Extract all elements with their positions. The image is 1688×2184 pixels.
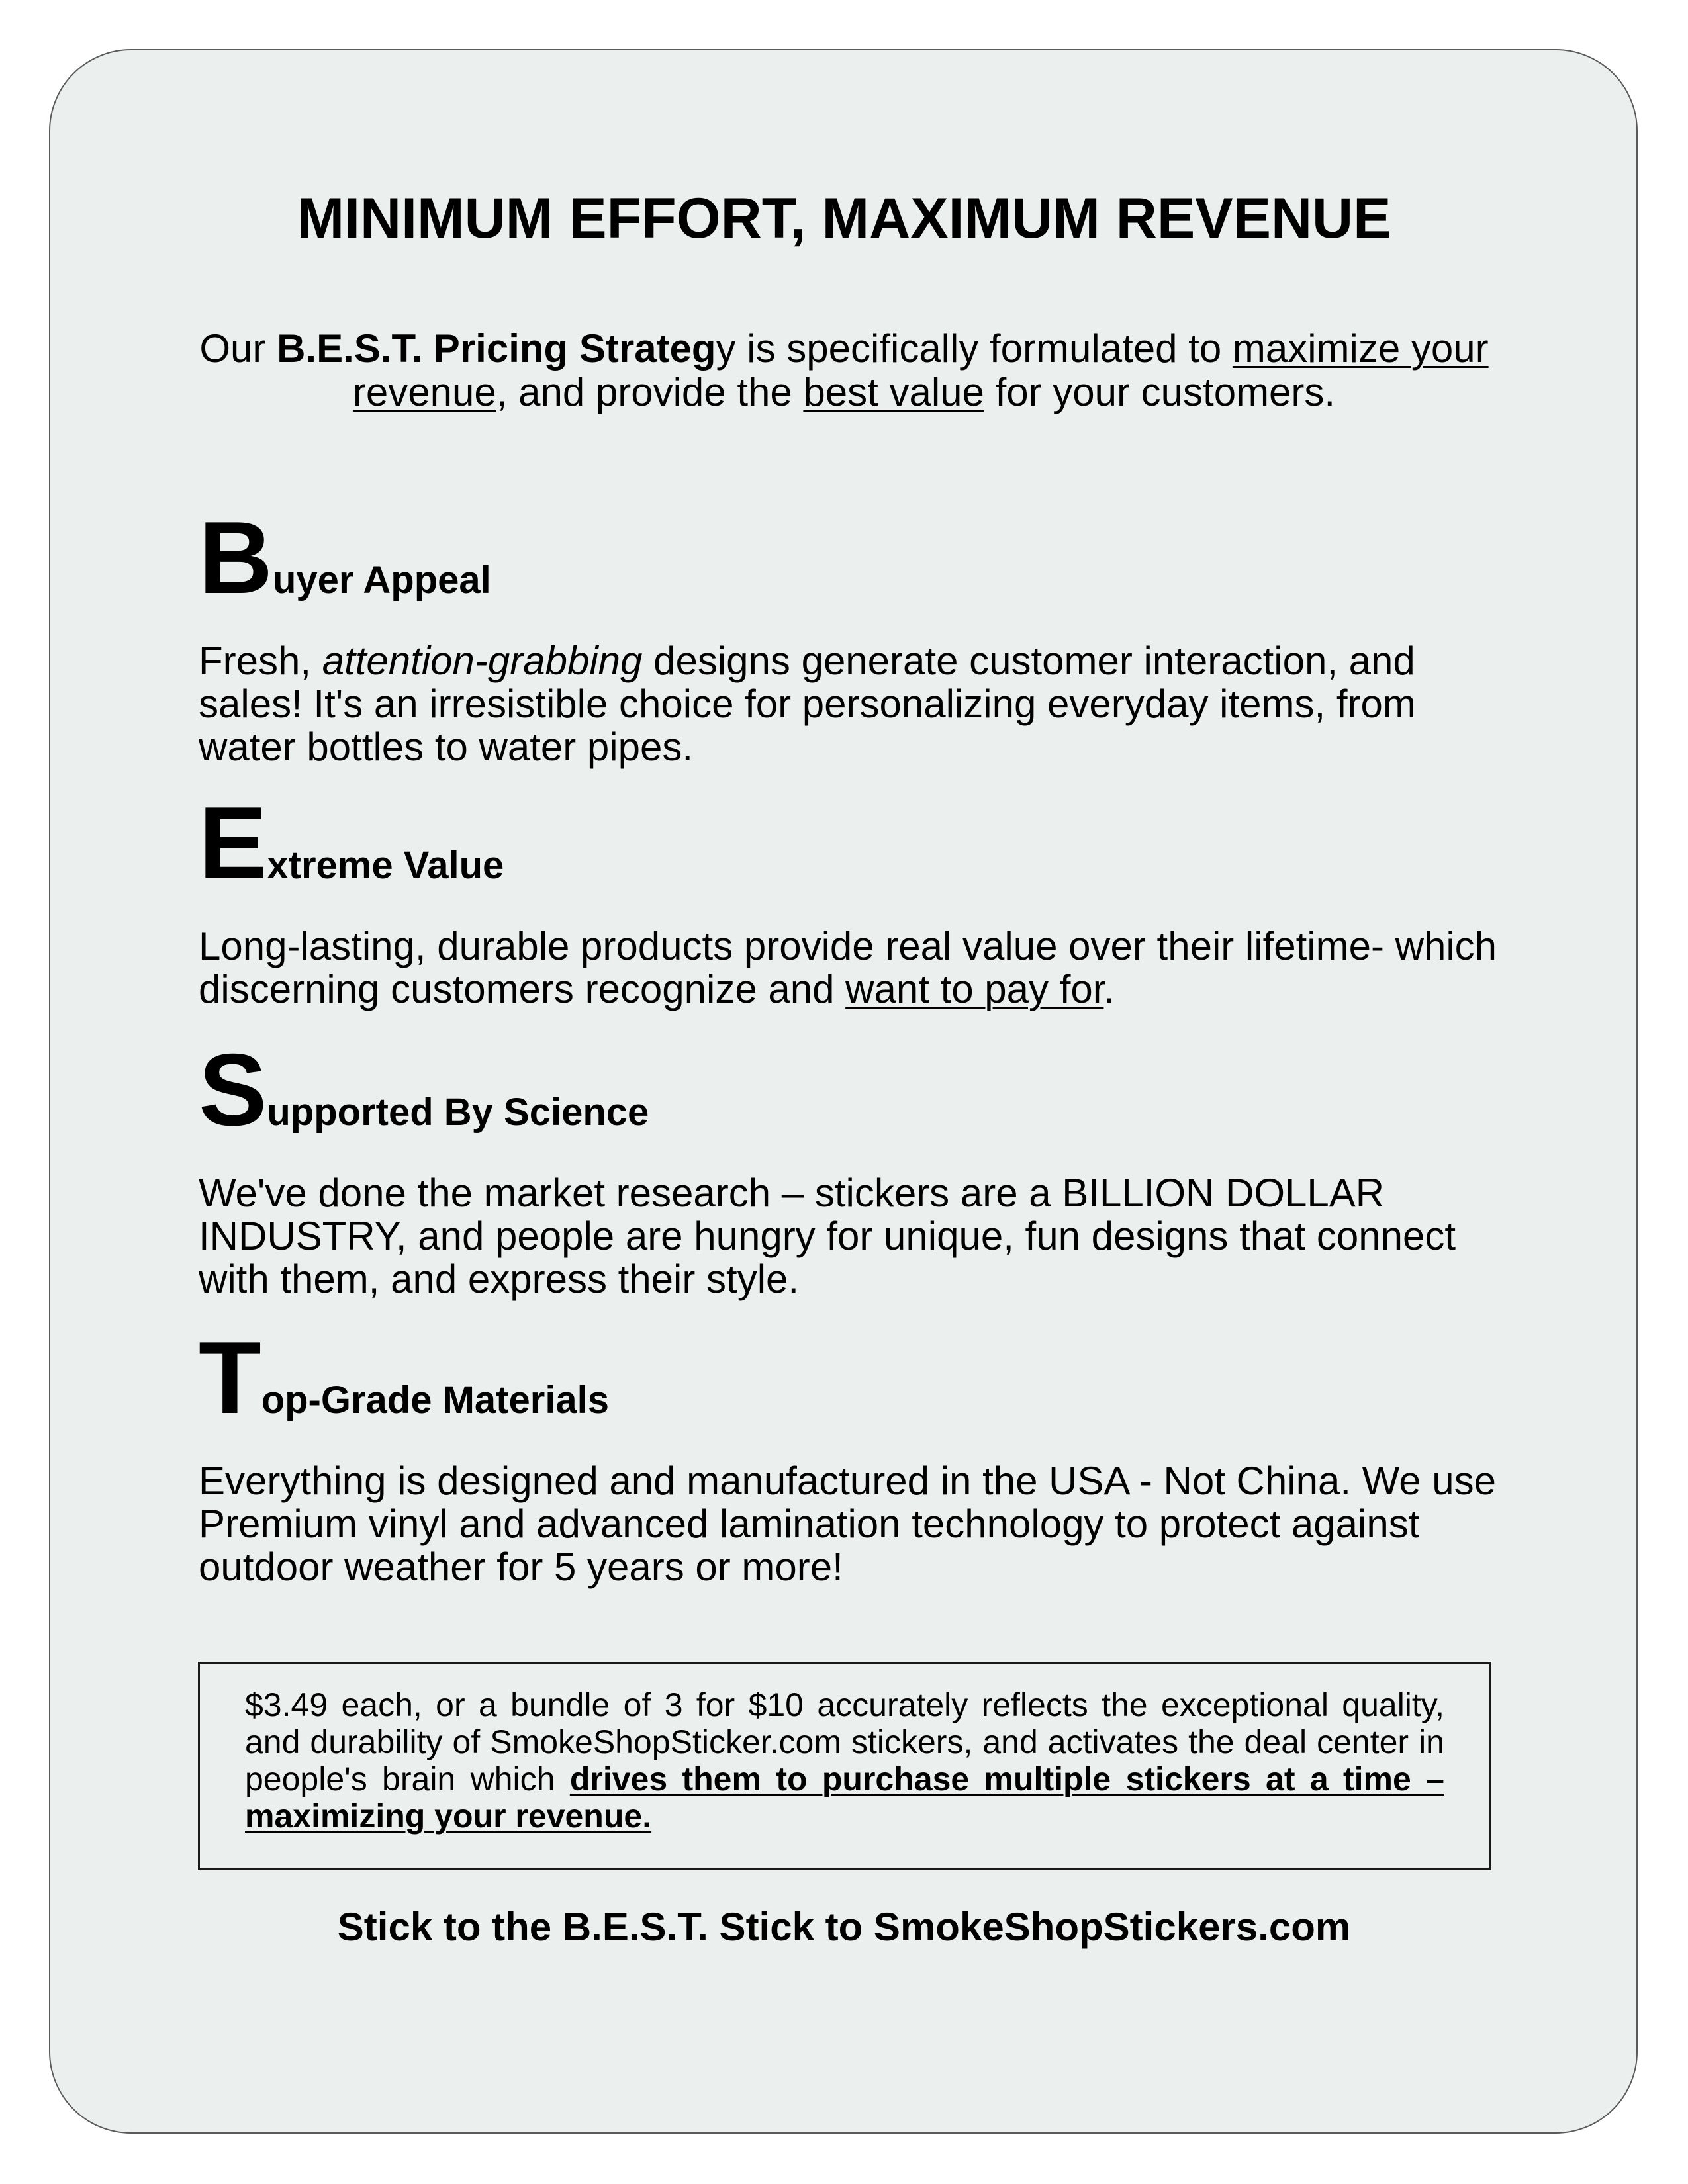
section-initial: B [199, 500, 273, 615]
pricing-offer-box [198, 1662, 1491, 1870]
section-buyer-appeal [199, 500, 1509, 769]
section-body [199, 925, 1509, 1011]
section-heading [199, 786, 1509, 900]
section-title: xtreme Value [267, 844, 504, 887]
section-heading [199, 1032, 1509, 1147]
intro-text-4: for your customers. [984, 370, 1336, 414]
section-title: upported By Science [267, 1091, 649, 1134]
section-body: We've done the market research – stickers are a BILLION DOLLAR INDUSTRY, and people are hungry for unique, fun designs that connect with them, and express their style. [199, 1171, 1456, 1301]
body-italic: attention-grabbing [322, 639, 643, 683]
intro-paragraph [172, 327, 1516, 414]
section-initial: T [199, 1320, 261, 1435]
section-supported-by-science [199, 1032, 1509, 1301]
maximize-revenue-underline: maximize your revenue [352, 326, 1489, 414]
section-body: Everything is designed and manufactured in the USA - Not China. We use Premium vinyl and advanced lamination technology to protect against outdoor weather for 5 years or more! [199, 1459, 1496, 1589]
offer-description: $3.49 each, or a bundle of 3 for $10 accurately reflects the exceptional quality, and durability of SmokeShopSticker.com stickers, and activates the deal center in people's brain which [245, 1686, 1444, 1797]
section-heading [199, 500, 1509, 615]
body-text: Fresh, [199, 639, 322, 683]
intro-text-3: , and provide the [496, 370, 804, 414]
intro-text-1: Our [199, 326, 277, 371]
section-title: op-Grade Materials [261, 1379, 610, 1422]
best-value-underline: best value [803, 370, 984, 414]
footer-tagline: Stick to the B.E.S.T. Stick to SmokeShopStickers.com [337, 1905, 1351, 1949]
section-title: uyer Appeal [272, 559, 491, 602]
body-text: . [1103, 967, 1115, 1011]
section-top-grade-materials [199, 1320, 1509, 1589]
section-heading [199, 1320, 1509, 1435]
section-initial: E [199, 786, 267, 900]
page-title: MINIMUM EFFORT, MAXIMUM REVENUE [297, 187, 1391, 250]
section-body [199, 639, 1509, 768]
section-initial: S [199, 1032, 267, 1147]
body-text: designs generate customer interaction, and sales! It's an irresistible choice for personalizing everyday items, from water bottles to water pipes. [199, 639, 1416, 769]
intro-text-2: y is specifically formulated to [716, 326, 1233, 371]
section-extreme-value [199, 786, 1509, 1011]
strategy-name: B.E.S.T. Pricing Strateg [277, 326, 716, 371]
offer-text [245, 1686, 1444, 1835]
offer-emphasis: drives them to purchase multiple stickers at a time – maximizing your revenue. [245, 1760, 1444, 1835]
body-text: Long-lasting, durable products provide real value over their lifetime- which discerning customers recognize and [199, 924, 1497, 1011]
want-to-pay-for-underline: want to pay for [845, 967, 1104, 1011]
